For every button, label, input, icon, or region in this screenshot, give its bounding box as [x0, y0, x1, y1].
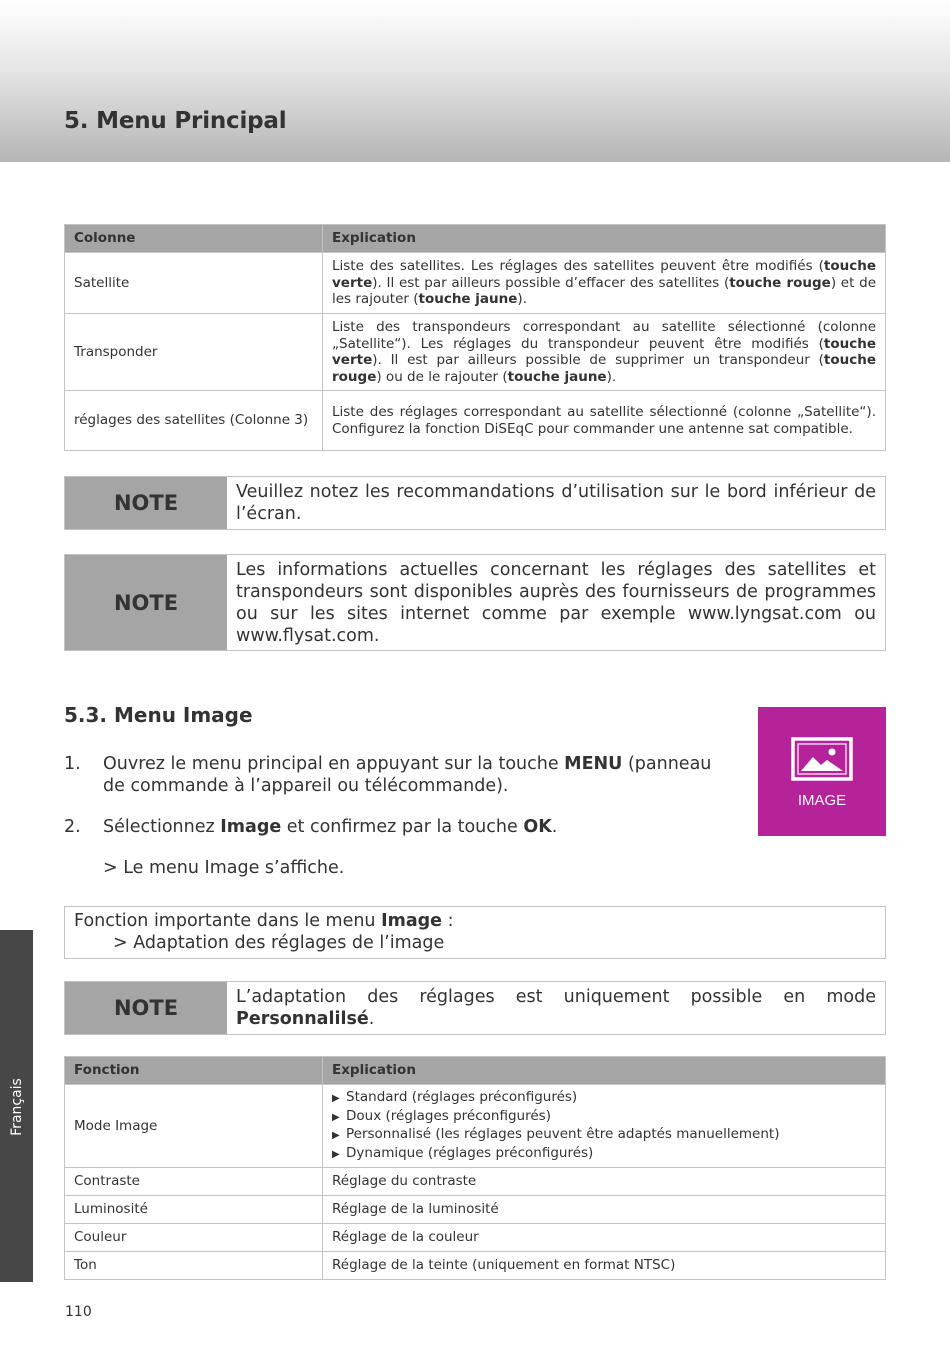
- picture-icon: [791, 737, 853, 781]
- row-label: Couleur: [65, 1224, 323, 1252]
- row-explication: Liste des réglages correspondant au satellite sélectionné (colonne „Satellite“). Configurez la fonction DiSEqC pour commander une antenne sat compatible.: [323, 391, 886, 451]
- header-band: [0, 0, 950, 162]
- satellite-table: [64, 224, 886, 451]
- function-box-text: Fonction importante dans le menu Image :: [74, 911, 454, 931]
- note-box: [64, 476, 886, 530]
- triangle-bullet-icon: ▶: [332, 1130, 340, 1141]
- header-cell-colonne: Colonne: [65, 225, 323, 253]
- row-label: réglages des satellites (Colonne 3): [65, 391, 323, 451]
- function-table: [64, 1056, 886, 1280]
- language-label: Français: [9, 1078, 25, 1136]
- page-number: 110: [65, 1304, 92, 1320]
- table-row: [65, 1224, 886, 1252]
- row-label: Mode Image: [65, 1085, 323, 1168]
- image-menu-tile: [758, 707, 886, 836]
- step-text: Ouvrez le menu principal en appuyant sur la touche MENU (panneau de commande à l’appareil ou télécommande).: [103, 754, 712, 796]
- step-result: > Le menu Image s’affiche.: [103, 858, 345, 878]
- table-header-row: [65, 225, 886, 253]
- header-cell-explication: Explication: [323, 1057, 886, 1085]
- list-item: ▶ Dynamique (réglages préconfigurés): [332, 1145, 876, 1164]
- row-explication: Liste des satellites. Les réglages des satellites peuvent être modifiés (touche verte). Il est par ailleurs possible d’effacer des satellites (touche rouge) et de les rajouter (touche jaune).: [323, 253, 886, 314]
- page-title: 5. Menu Principal: [64, 108, 287, 134]
- note-label: NOTE: [65, 555, 227, 650]
- mode-list: [323, 1085, 886, 1168]
- table-header-row: [65, 1057, 886, 1085]
- row-explication: Réglage de la luminosité: [323, 1196, 886, 1224]
- triangle-bullet-icon: ▶: [332, 1111, 340, 1123]
- row-explication: Liste des transpondeurs correspondant au satellite sélectionné (colonne „Satellite“). Les réglages du transpondeur peuvent être modifiés (touche verte). Il est par ailleurs possible de supprimer un transpondeur (touche rouge) ou de le rajouter (touche jaune).: [323, 314, 886, 391]
- step-number: 2.: [64, 817, 81, 837]
- triangle-bullet-icon: ▶: [332, 1148, 340, 1160]
- row-label: Transponder: [65, 314, 323, 391]
- table-row: [65, 314, 886, 391]
- header-cell-fonction: Fonction: [65, 1057, 323, 1085]
- table-row: [65, 253, 886, 314]
- row-label: Luminosité: [65, 1196, 323, 1224]
- header-cell-explication: Explication: [323, 225, 886, 253]
- note-label: NOTE: [65, 477, 227, 529]
- function-box-sub: > Adaptation des réglages de l’image: [113, 933, 445, 953]
- note-box: [64, 981, 886, 1035]
- row-explication: Réglage de la couleur: [323, 1224, 886, 1252]
- list-item: ▶ Personnalisé (les réglages peuvent être adaptés manuellement): [332, 1126, 876, 1145]
- row-explication: Réglage du contraste: [323, 1168, 886, 1196]
- section-title: 5.3. Menu Image: [64, 703, 253, 727]
- row-label: Ton: [65, 1252, 323, 1280]
- row-label: Satellite: [65, 253, 323, 314]
- note-text: Veuillez notez les recommandations d’utilisation sur le bord inférieur de l’écran.: [236, 482, 876, 524]
- list-item: ▶ Doux (réglages préconfigurés): [332, 1108, 876, 1127]
- function-box: [64, 906, 886, 959]
- step-text: Sélectionnez Image et confirmez par la touche OK.: [103, 817, 558, 837]
- image-tile-label: IMAGE: [797, 792, 847, 809]
- table-row: [65, 1168, 886, 1196]
- note-text: L’adaptation des réglages est uniquement possible en mode Personnalilsé.: [236, 987, 876, 1029]
- table-row: [65, 1085, 886, 1168]
- table-row: [65, 391, 886, 451]
- row-label: Contraste: [65, 1168, 323, 1196]
- step-number: 1.: [64, 754, 81, 774]
- table-row: [65, 1252, 886, 1280]
- list-item: ▶ Standard (réglages préconfigurés): [332, 1089, 876, 1108]
- note-label: NOTE: [65, 982, 227, 1034]
- table-row: [65, 1196, 886, 1224]
- row-explication: Réglage de la teinte (uniquement en format NTSC): [323, 1252, 886, 1280]
- triangle-bullet-icon: ▶: [332, 1093, 340, 1104]
- note-box: [64, 554, 886, 651]
- note-text: Les informations actuelles concernant les réglages des satellites et transpondeurs sont disponibles auprès des fournisseurs de programmes ou sur les sites internet comme par exemple www.lyngsat.com ou www.flysat.com.: [236, 560, 876, 646]
